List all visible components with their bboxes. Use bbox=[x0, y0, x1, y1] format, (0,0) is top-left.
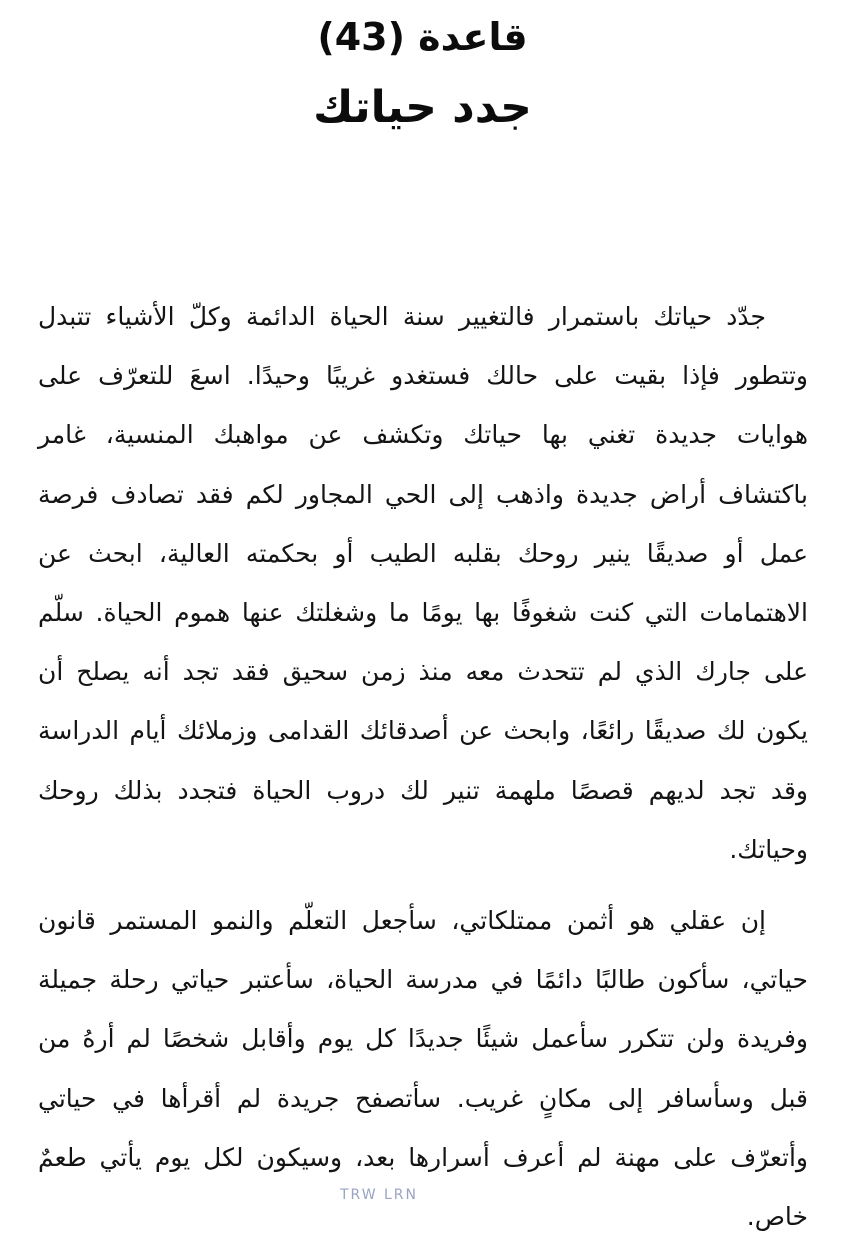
paragraph-2-text: إن عقلي هو أثمن ممتلكاتي، سأجعل التعلّم والنمو المستمر قانون حياتي، سأكون طالبًا دائمًا في مدرسة الحياة، سأعتبر حياتي رحلة جميلة وفريدة ولن تتكرر سأعمل شيئًا جديدًا كل يوم وأقابل شخصًا لم أرهُ من قبل وسأسافر إلى مكانٍ غريب. سأتصفح جريدة لم أقرأها في حياتي وأتعرّف على مهنة لم أعرف أسرارها بعد، وسيكون لكل يوم يأتي طعمٌ خاص. bbox=[38, 906, 808, 1232]
body-paragraph-1 bbox=[38, 287, 808, 879]
rule-number-heading: قاعدة (43) bbox=[317, 15, 528, 59]
cropped-footer-text: TRW LRN bbox=[340, 1188, 419, 1200]
paragraph-1-text: جدّد حياتك باستمرار فالتغيير سنة الحياة الدائمة وكلّ الأشياء تتبدل وتتطور فإذا بقيت على حالك فستغدو غريبًا وحيدًا. اسعَ للتعرّف على هوايات جديدة تغني بها حياتك وتكشف عن مواهبك المنسية، غامر باكتشاف أراض جديدة واذهب إلى الحي المجاور لكم فقد تصادف فرصة عمل أو صديقًا ينير روحك بقلبه الطيب أو بحكمته العالية، ابحث عن الاهتمامات التي كنت شغوفًا بها يومًا ما وشغلتك عنها هموم الحياة. سلّم على جارك الذي لم تتحدث معه منذ زمن سحيق فقد تجد أنه يصلح أن يكون لك صديقًا رائعًا، وابحث عن أصدقائك القدامى وزملائك أيام الدراسة وقد تجد لديهم قصصًا ملهمة تنير لك دروب الحياة فتجدد بذلك روحك وحياتك. bbox=[38, 302, 808, 864]
chapter-title: جدد حياتك bbox=[313, 82, 532, 133]
